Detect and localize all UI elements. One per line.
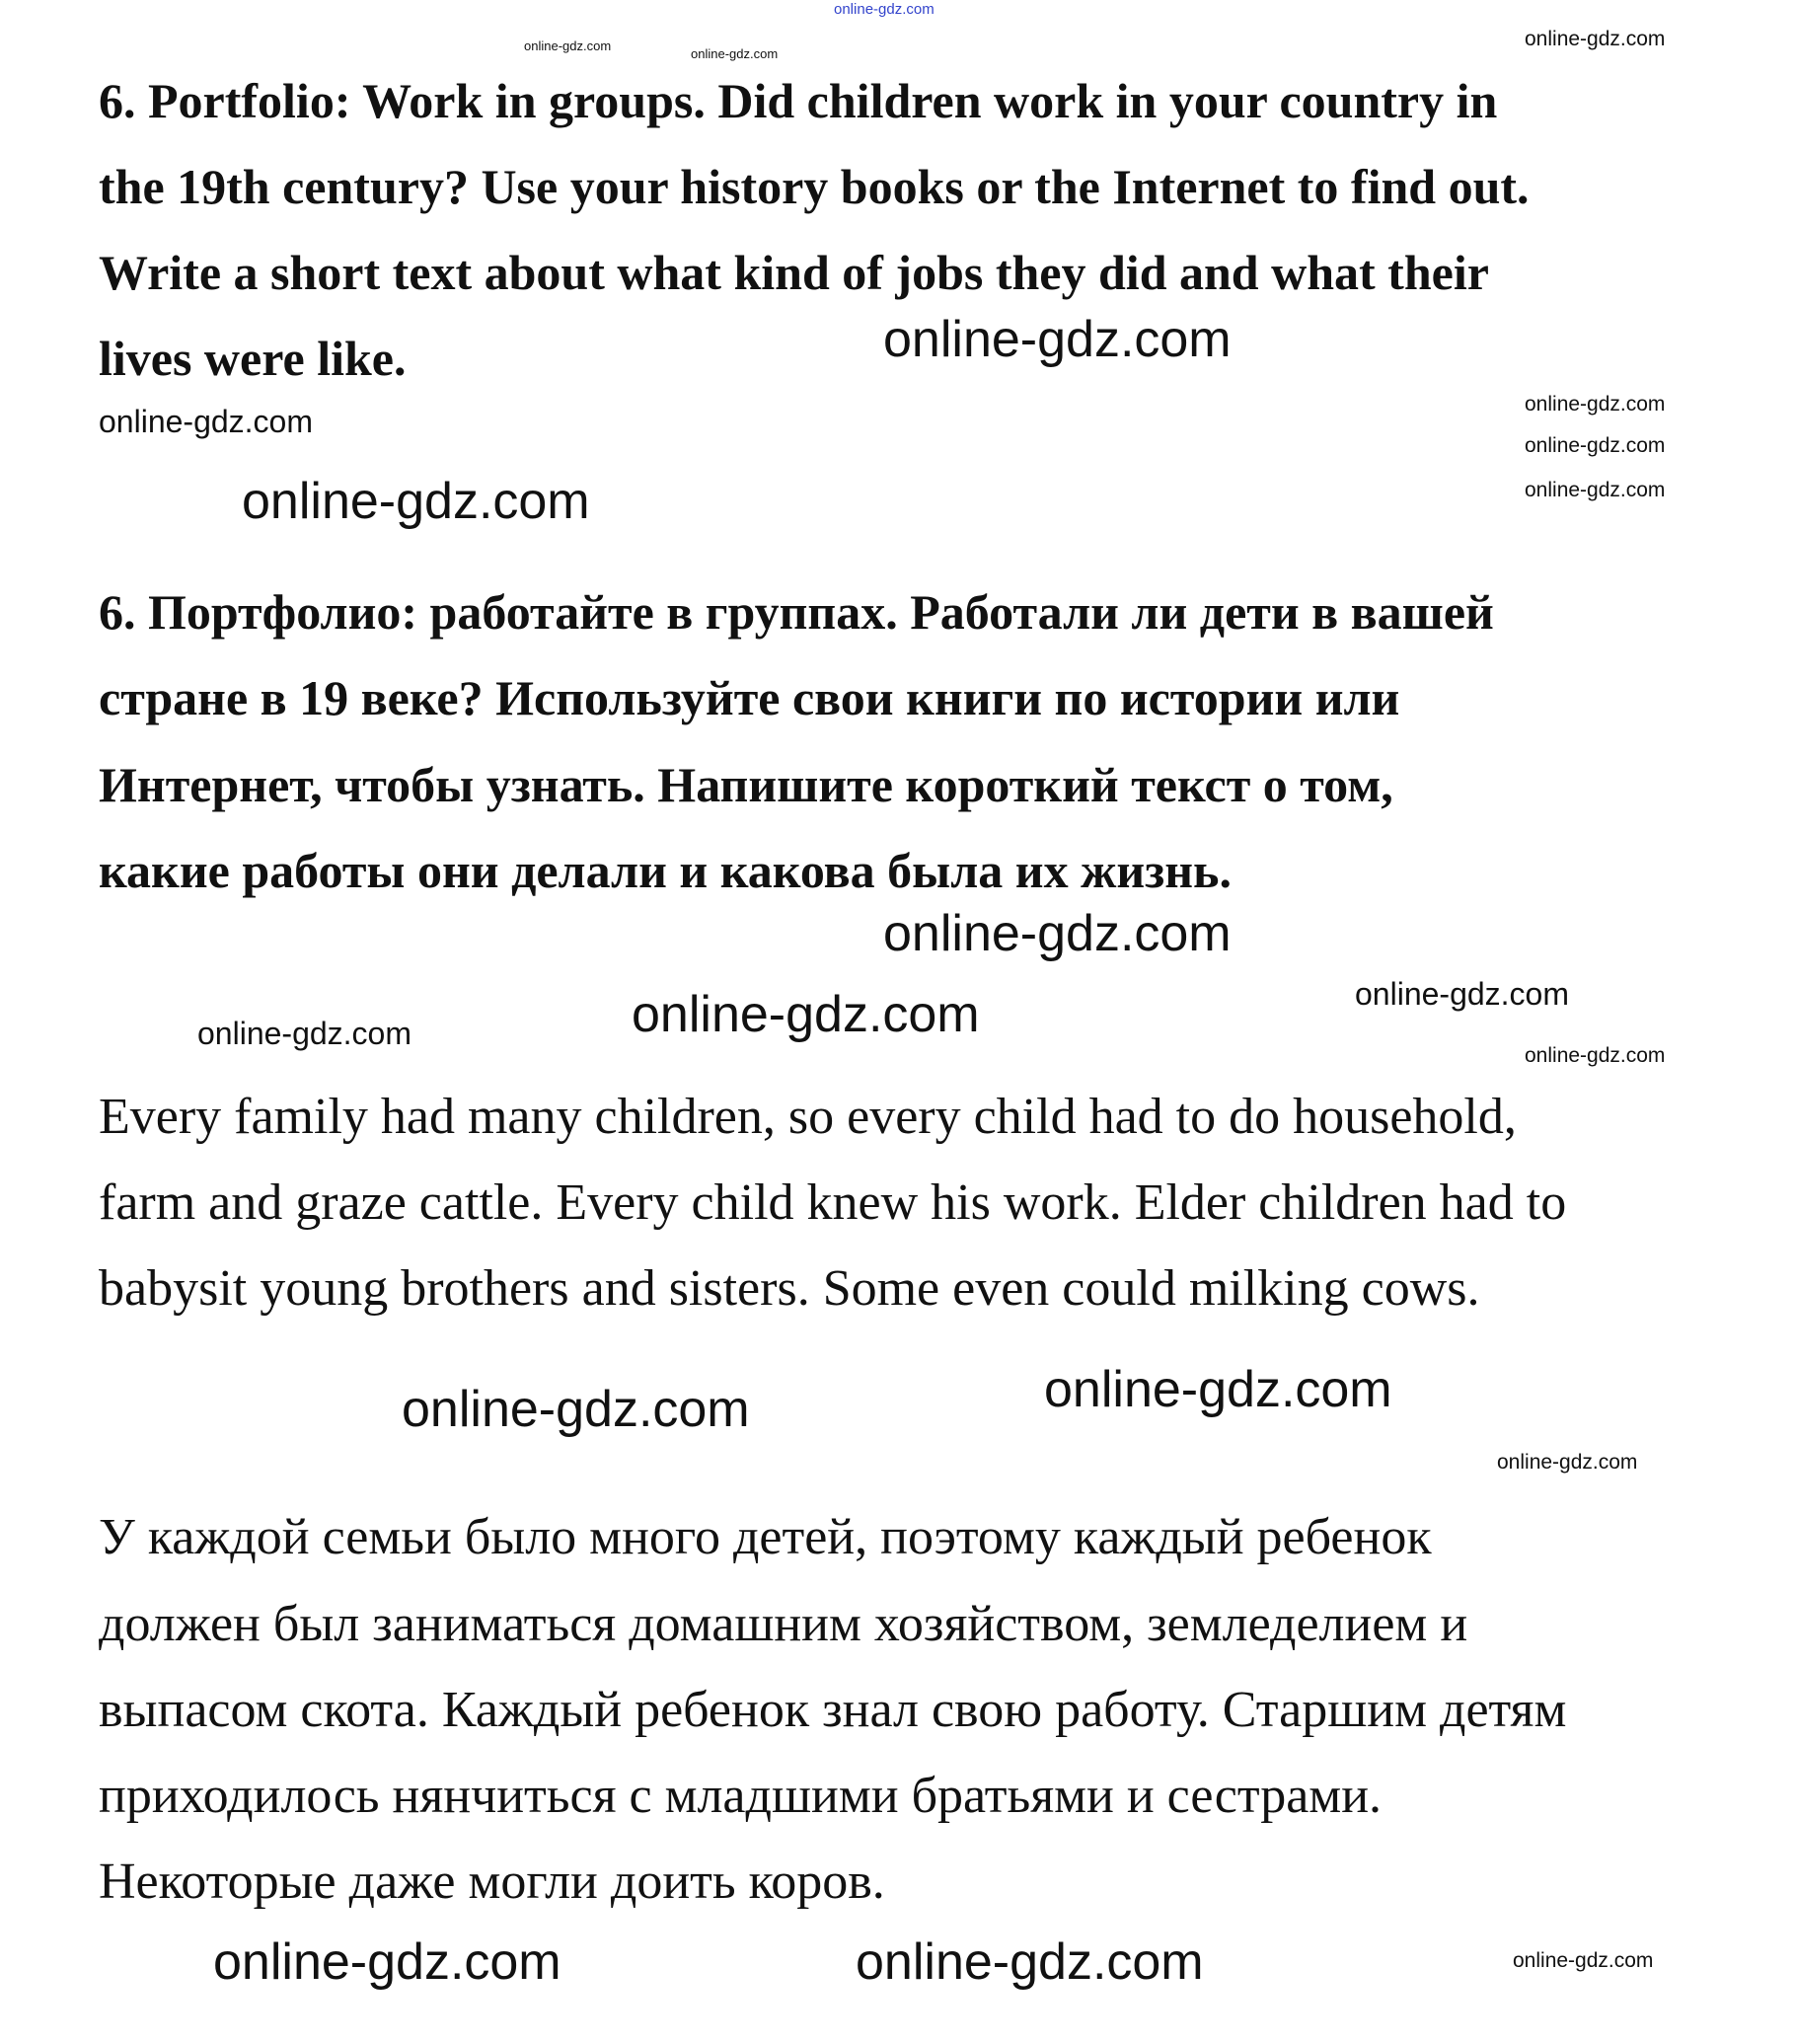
task-ru-line: стране в 19 веке? Используйте свои книги по истории или [99, 670, 1400, 725]
answer-ru-line: приходилось нянчиться с младшими братьями и сестрами. [99, 1768, 1383, 1824]
watermark: online-gdz.com [883, 311, 1232, 368]
watermark: online-gdz.com [632, 986, 980, 1043]
watermark: online-gdz.com [1513, 1949, 1654, 1972]
answer-ru-line: У каждой семьи было много детей, поэтому каждый ребенок [99, 1509, 1432, 1565]
watermark: online-gdz.com [1525, 28, 1666, 50]
watermark: online-gdz.com [1525, 434, 1666, 457]
task-ru-line: 6. Портфолио: работайте в группах. Работали ли дети в вашей [99, 584, 1494, 640]
task-en-line: lives were like. [99, 331, 407, 386]
watermark: online-gdz.com [834, 1, 935, 18]
answer-en-line: babysit young brothers and sisters. Some even could milking cows. [99, 1260, 1480, 1317]
watermark: online-gdz.com [1044, 1361, 1392, 1418]
watermark: online-gdz.com [99, 404, 313, 439]
answer-en-line: Every family had many children, so every child had to do household, [99, 1089, 1517, 1145]
answer-ru-line: Некоторые даже могли доить коров. [99, 1854, 885, 1910]
watermark: online-gdz.com [1525, 1044, 1666, 1067]
watermark: online-gdz.com [1525, 479, 1666, 501]
task-ru-line: какие работы они делали и какова была их жизнь. [99, 843, 1232, 898]
watermark: online-gdz.com [1525, 393, 1666, 416]
answer-ru-line: выпасом скота. Каждый ребенок знал свою работу. Старшим детям [99, 1682, 1567, 1738]
task-ru-line: Интернет, чтобы узнать. Напишите короткий текст о том, [99, 757, 1393, 812]
watermark: online-gdz.com [197, 1016, 411, 1051]
watermark: online-gdz.com [883, 905, 1232, 962]
answer-ru-line: должен был заниматься домашним хозяйством, земледелием и [99, 1596, 1468, 1652]
task-en-line: the 19th century? Use your history books or the Internet to find out. [99, 159, 1530, 214]
watermark: online-gdz.com [856, 1933, 1204, 1991]
watermark: online-gdz.com [691, 46, 779, 61]
answer-en-line: farm and graze cattle. Every child knew his work. Elder children had to [99, 1174, 1567, 1231]
watermark: online-gdz.com [1355, 976, 1569, 1012]
task-en-line: 6. Portfolio: Work in groups. Did children work in your country in [99, 73, 1498, 128]
watermark: online-gdz.com [402, 1381, 750, 1438]
watermark: online-gdz.com [242, 473, 590, 530]
watermark: online-gdz.com [213, 1933, 561, 1991]
watermark: online-gdz.com [1497, 1451, 1638, 1474]
watermark: online-gdz.com [524, 38, 612, 53]
task-en-line: Write a short text about what kind of jobs they did and what their [99, 245, 1489, 300]
